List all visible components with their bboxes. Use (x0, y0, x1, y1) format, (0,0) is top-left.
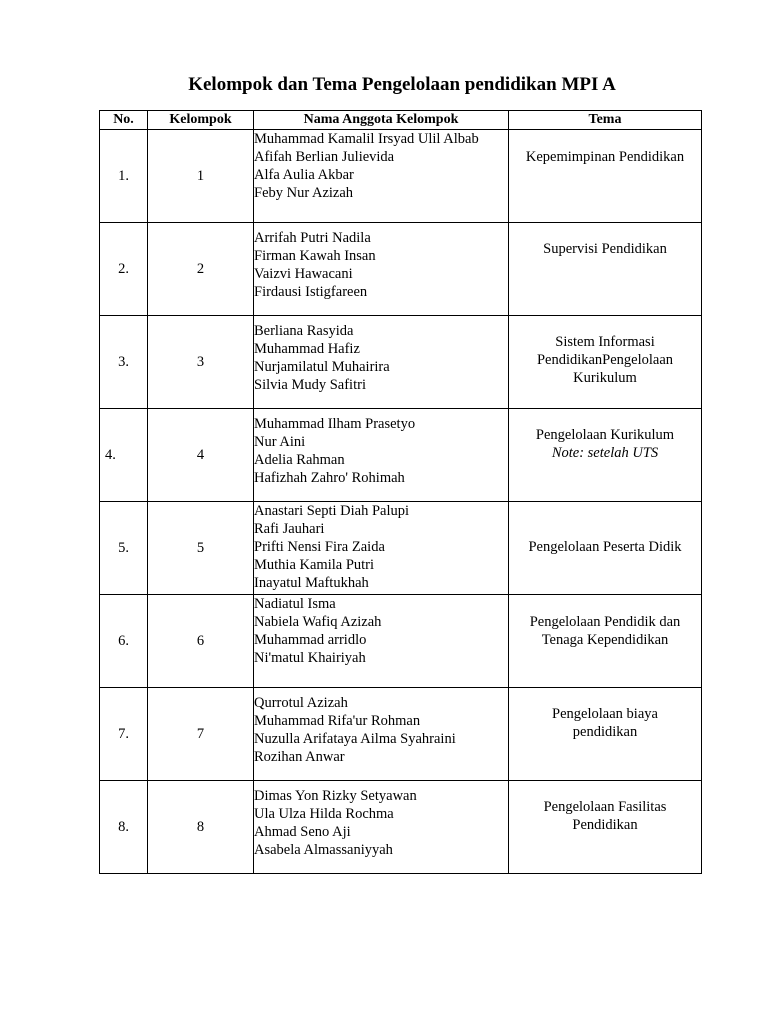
row-number: 6. (100, 595, 148, 688)
theme-text-line: PendidikanPengelolaan (536, 352, 674, 368)
header-no: No. (100, 111, 148, 130)
member-name: Muhammad Rifa'ur Rohman (254, 713, 421, 729)
member-name: Ula Ulza Hilda Rochma (254, 806, 394, 822)
group-number: 1 (148, 130, 254, 223)
group-number: 3 (148, 316, 254, 409)
member-name: Silvia Mudy Safitri (254, 377, 366, 393)
member-name: Inayatul Maftukhah (254, 575, 369, 591)
group-number: 8 (148, 781, 254, 874)
member-list (254, 781, 509, 874)
member-list (254, 316, 509, 409)
member-list (254, 688, 509, 781)
member-name: Muhammad arridlo (254, 632, 367, 648)
member-name: Anastari Septi Diah Palupi (254, 503, 410, 519)
groups-table (99, 110, 702, 874)
member-name: Hafizhah Zahro' Rohimah (254, 470, 405, 486)
theme-text-line: Pengelolaan Fasilitas (543, 799, 667, 815)
theme-cell (509, 223, 702, 316)
theme-text: Pengelolaan Kurikulum (535, 427, 675, 443)
member-name: Prifti Nensi Fira Zaida (254, 539, 385, 555)
member-name: Ni'matul Khairiyah (254, 650, 366, 666)
member-name: Afifah Berlian Julievida (254, 149, 395, 165)
row-number: 3. (100, 316, 148, 409)
row-number: 1. (100, 130, 148, 223)
theme-cell (509, 595, 702, 688)
member-name: Berliana Rasyida (254, 323, 354, 339)
member-name: Nurjamilatul Muhairira (254, 359, 390, 375)
group-number: 6 (148, 595, 254, 688)
theme-cell (509, 502, 702, 595)
row-number: 2. (100, 223, 148, 316)
member-list (254, 130, 509, 223)
member-name: Nabiela Wafiq Azizah (254, 614, 382, 630)
theme-cell (509, 316, 702, 409)
member-name: Rozihan Anwar (254, 749, 345, 765)
row-number: 4. (100, 409, 148, 502)
table-row (100, 595, 702, 688)
theme-text-line: Sistem Informasi (555, 334, 655, 350)
member-name: Firman Kawah Insan (254, 248, 376, 264)
member-name: Nur Aini (254, 434, 306, 450)
theme-text: Pengelolaan Peserta Didik (528, 539, 682, 555)
theme-text: Kepemimpinan Pendidikan (525, 149, 685, 165)
member-name: Ahmad Seno Aji (254, 824, 351, 840)
member-name: Alfa Aulia Akbar (254, 167, 354, 183)
member-list (254, 502, 509, 595)
theme-cell (509, 409, 702, 502)
member-name: Nadiatul Isma (254, 596, 336, 612)
table-row (100, 688, 702, 781)
row-number: 8. (100, 781, 148, 874)
member-name: Muthia Kamila Putri (254, 557, 375, 573)
member-name: Muhammad Hafiz (254, 341, 360, 357)
theme-text-line: Kurikulum (573, 370, 637, 386)
theme-text-line: pendidikan (572, 724, 638, 740)
member-list (254, 409, 509, 502)
member-name: Qurrotul Azizah (254, 695, 348, 711)
member-name: Nuzulla Arifataya Ailma Syahraini (254, 731, 456, 747)
member-name: Feby Nur Azizah (254, 185, 354, 201)
member-name: Rafi Jauhari (254, 521, 325, 537)
group-number: 4 (148, 409, 254, 502)
theme-cell (509, 130, 702, 223)
header-nama-anggota: Nama Anggota Kelompok (254, 111, 509, 130)
theme-text: Supervisi Pendidikan (543, 241, 667, 257)
member-list (254, 595, 509, 688)
member-name: Adelia Rahman (254, 452, 345, 468)
group-number: 7 (148, 688, 254, 781)
row-number: 5. (100, 502, 148, 595)
table-row (100, 502, 702, 595)
member-name: Vaizvi Hawacani (254, 266, 353, 282)
member-name: Asabela Almassaniyyah (254, 842, 393, 858)
table-header-row (100, 111, 702, 130)
table-row (100, 316, 702, 409)
theme-text-line: Pengelolaan biaya (552, 706, 658, 722)
table-row (100, 130, 702, 223)
header-kelompok: Kelompok (148, 111, 254, 130)
document-title: Kelompok dan Tema Pengelolaan pendidikan MPI A (188, 74, 616, 95)
group-number: 2 (148, 223, 254, 316)
member-name: Firdausi Istigfareen (254, 284, 368, 300)
header-tema: Tema (509, 111, 702, 130)
table-row (100, 409, 702, 502)
theme-cell (509, 781, 702, 874)
theme-cell (509, 688, 702, 781)
row-number: 7. (100, 688, 148, 781)
member-list (254, 223, 509, 316)
member-name: Dimas Yon Rizky Setyawan (254, 788, 417, 804)
theme-text-line: Pengelolaan Pendidik dan (529, 614, 681, 630)
group-number: 5 (148, 502, 254, 595)
table-row (100, 781, 702, 874)
table-row (100, 223, 702, 316)
theme-text-line: Pendidikan (572, 817, 638, 833)
member-name: Arrifah Putri Nadila (254, 230, 371, 246)
theme-text-line: Tenaga Kependidikan (541, 632, 669, 648)
member-name: Muhammad Ilham Prasetyo (254, 416, 416, 432)
member-name: Muhammad Kamalil Irsyad Ulil Albab (254, 131, 479, 147)
theme-note: Note: setelah UTS (551, 445, 659, 461)
